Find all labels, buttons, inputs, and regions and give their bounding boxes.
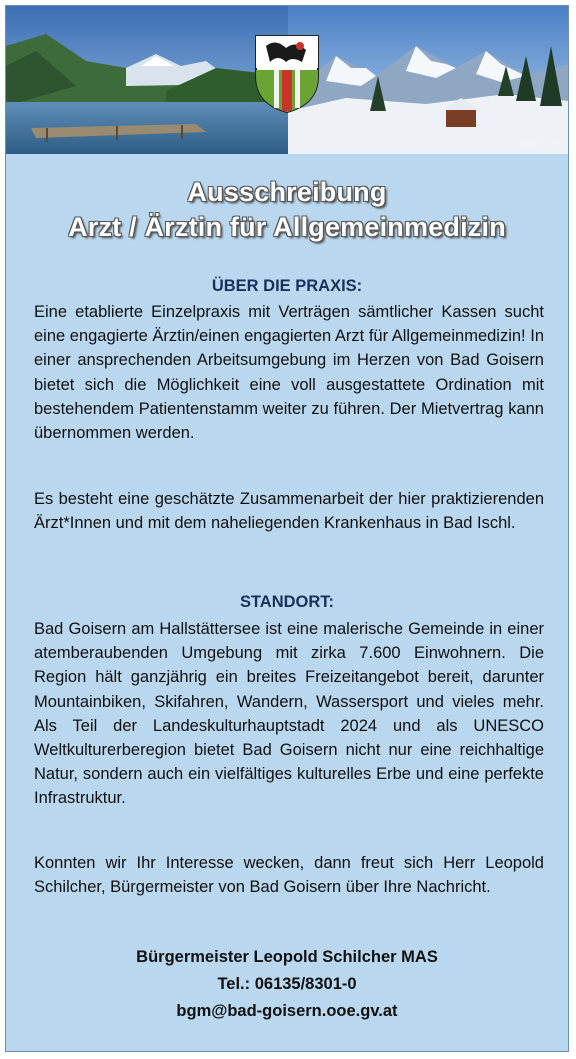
landscape-banner <box>6 6 568 154</box>
contact-phone: Tel.: 06135/8301-0 <box>217 975 357 993</box>
contact-name: Bürgermeister Leopold Schilcher MAS <box>136 948 438 966</box>
photo-credit: Foto: Bacher <box>520 140 558 148</box>
location-paragraph-2: Konnten wir Ihr Interesse wecken, dann freut sich Herr Leopold Schilcher, Bürgermeister von Bad Goisern über Ihre Nachricht. <box>34 854 544 897</box>
title-line-1: Ausschreibung <box>187 177 387 207</box>
contact-email[interactable]: bgm@bad-goisern.ooe.gv.at <box>176 1002 398 1020</box>
title-line-2: Arzt / Ärztin für Allgemeinmedizin <box>68 212 506 242</box>
location-paragraph-1: Bad Goisern am Hallstättersee ist eine malerische Gemeinde in einer atemberaubenden Umgebung mit zirka 7.600 Einwohnern. Die Region hält ganzjährig ein breites Freizeitangebot bereit, darunter Mountainbiken, Skifahren, Wandern, Wassersport und vieles mehr. Als Teil der Landeskulturhauptstadt 2024 und als UNESCO Weltkulturerberegion bietet Bad Goisern nicht nur eine reichhaltige Natur, sondern auch ein vielfältiges kulturelles Erbe und eine perfekte Infrastruktur. <box>34 620 544 808</box>
practice-paragraph-2: Es besteht eine geschätzte Zusammenarbeit der hier praktizierenden Ärzt*Innen und mit dem naheliegenden Krankenhaus in Bad Ischl. <box>34 490 544 533</box>
heading-practice: ÜBER DIE PRAXIS: <box>211 277 363 295</box>
job-advertisement <box>5 5 569 1052</box>
coat-of-arms-icon <box>252 32 322 114</box>
practice-paragraph-1: Eine etablierte Einzelpraxis mit Verträgen sämtlicher Kassen sucht eine engagierte Ärztin/einen engagierten Arzt für Allgemeinmedizin! In einer ansprechenden Arbeitsumgebung im Herzen von Bad Goisern bietet sich die Möglichkeit eine voll ausgestattete Ordination mit bestehendem Patientenstamm weiter zu führen. Der Mietvertrag kann übernommen werden. <box>34 303 544 443</box>
heading-location: STANDORT: <box>239 593 335 611</box>
